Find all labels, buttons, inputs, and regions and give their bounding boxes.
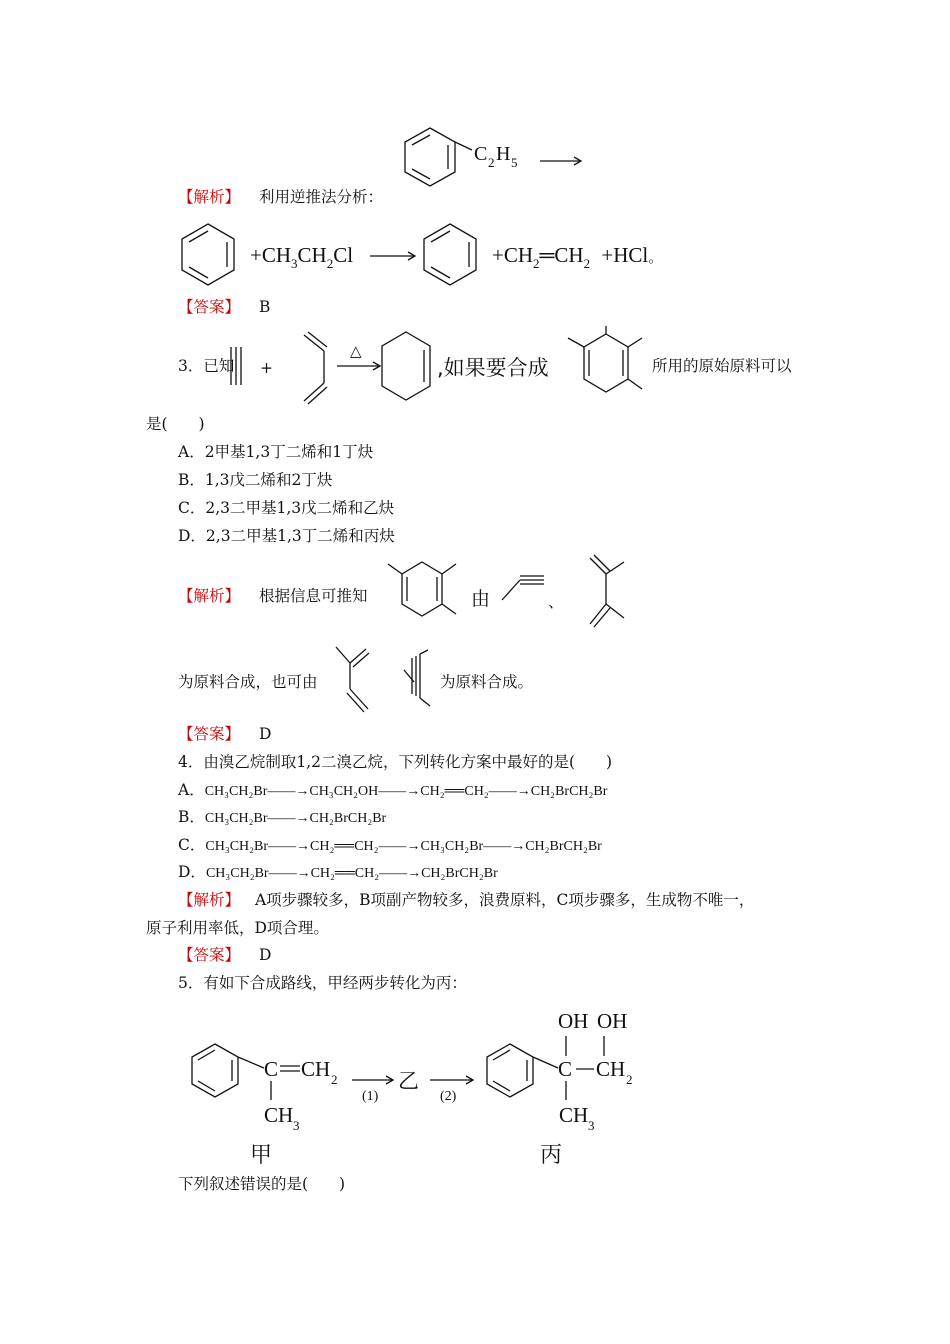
cyclohexene-structure xyxy=(376,328,438,408)
q3-analysis-text3: 为原料合成。 xyxy=(440,673,534,691)
analysis-tag: 【解析】 xyxy=(178,587,241,605)
answer-value: D xyxy=(258,725,272,743)
q2-answer-line xyxy=(178,297,270,317)
q3-stem-c: 所用的原始原料可以 xyxy=(652,357,792,375)
q3-option-b: B．1,3戊二烯和2丁炔 xyxy=(178,471,333,489)
q3-you: 由 xyxy=(471,588,491,610)
svg-text:3: 3 xyxy=(293,1118,300,1133)
q4-option-d: D．CH₃CH₂Br——→CH₂══CH₂——→CH₂BrCH₂Br xyxy=(178,863,498,881)
q4-answer-line xyxy=(178,945,271,965)
q2-equation-part2: $+CH_2═CH_2 +HCl$。 xyxy=(492,243,664,271)
ethylbenzene-structure xyxy=(395,120,595,200)
svg-text:OH: OH xyxy=(558,1009,589,1033)
q2-analysis-line xyxy=(178,187,383,207)
target-structure-small xyxy=(382,556,466,634)
triple-bond-symbol xyxy=(228,343,244,389)
analysis-text: 利用逆推法分析： xyxy=(258,188,383,206)
svg-text:C: C xyxy=(558,1057,573,1081)
dimethylbutadiene-structure xyxy=(584,556,634,632)
q3-analysis-text2: 为原料合成，也可由 xyxy=(178,673,318,691)
sub5: 5 xyxy=(511,155,518,170)
svg-text:2: 2 xyxy=(626,1072,633,1087)
svg-text:丙: 丙 xyxy=(540,1142,563,1167)
q4-analysis-text2: 原子利用率低，D项合理。 xyxy=(146,919,329,937)
benzene-ring-2 xyxy=(420,220,482,294)
butyne-structure xyxy=(398,648,438,708)
q3-analysis-line xyxy=(178,586,367,606)
analysis-tag: 【解析】 xyxy=(178,891,241,909)
q3-stem-a: 3．已知 xyxy=(178,357,235,375)
butadiene-structure xyxy=(296,333,336,405)
benzene-ring-1 xyxy=(178,220,240,294)
reaction-arrow xyxy=(368,248,420,264)
c-atom: C xyxy=(474,143,488,165)
q3-answer-line xyxy=(178,724,271,744)
analysis-text: 根据信息可推知 xyxy=(258,587,368,605)
target-dimethylcyclohexadiene xyxy=(566,328,652,408)
svg-text:3: 3 xyxy=(588,1118,595,1133)
svg-text:2: 2 xyxy=(331,1072,338,1087)
q4-option-c: C．CH₃CH₂Br——→CH₂══CH₂——→CH₃CH₂Br——→CH₂BrCH₂Br xyxy=(178,836,602,854)
q4-option-a: A．CH₃CH₂Br——→CH₃CH₂OH——→CH₂══CH₂——→CH₂BrCH₂Br xyxy=(178,781,608,799)
q2-equation-part1: $+CH_3CH_2Cl$ xyxy=(250,243,354,271)
q3-option-d: D．2,3二甲基1,3丁二烯和丙炔 xyxy=(178,527,395,545)
svg-text:2 xyxy=(488,155,495,170)
q4-option-b: B．CH₃CH₂Br——→CH₂BrCH₂Br xyxy=(178,808,387,826)
svg-text:CH: CH xyxy=(559,1103,589,1127)
svg-text:5 xyxy=(511,155,518,170)
answer-value: B xyxy=(258,298,271,316)
methylbutadiene-structure xyxy=(330,643,376,713)
svg-text:C xyxy=(474,143,487,165)
q4-stem: 4．由溴乙烷制取1,2二溴乙烷，下列转化方案中最好的是( ) xyxy=(178,753,613,771)
q4-analysis-line xyxy=(178,890,754,910)
svg-text:CH: CH xyxy=(596,1057,626,1081)
synthesis-scheme xyxy=(180,1000,650,1175)
svg-text:OH: OH xyxy=(597,1009,628,1033)
analysis-tag: 【解析】 xyxy=(178,188,241,206)
answer-tag: 【答案】 xyxy=(178,725,241,743)
svg-text:甲: 甲 xyxy=(250,1142,273,1167)
q3-plus: + xyxy=(260,359,273,377)
answer-tag: 【答案】 xyxy=(178,946,241,964)
q3-option-c: C．2,3二甲基1,3戊二烯和乙炔 xyxy=(178,499,395,517)
svg-text:(2): (2) xyxy=(440,1089,457,1104)
svg-text:CH: CH xyxy=(264,1103,294,1127)
answer-tag: 【答案】 xyxy=(178,298,241,316)
svg-text:CH: CH xyxy=(301,1057,331,1081)
propyne-structure xyxy=(500,568,550,608)
q5-after: 下列叙述错误的是( ) xyxy=(178,1175,346,1193)
q3-stem-b: ,如果要合成 xyxy=(437,356,549,380)
svg-text:(1): (1) xyxy=(362,1089,379,1104)
answer-value: D xyxy=(258,946,272,964)
h-atom: H xyxy=(496,143,511,165)
q5-stem: 5．有如下合成路线，甲经两步转化为丙： xyxy=(178,974,467,992)
q3-option-a: A．2甲基1,3丁二烯和1丁炔 xyxy=(178,443,374,461)
svg-text:乙: 乙 xyxy=(398,1069,419,1093)
analysis-text: A项步骤较多，B项副产物较多，浪费原料，C项步骤多，生成物不唯一， xyxy=(254,891,755,909)
q3-dun: 、 xyxy=(548,593,564,611)
q3-stem-d: 是( ) xyxy=(146,415,205,433)
svg-text:C: C xyxy=(264,1057,279,1081)
svg-text:△: △ xyxy=(350,344,362,360)
sub2: 2 xyxy=(488,155,495,170)
svg-text:H xyxy=(496,143,510,165)
